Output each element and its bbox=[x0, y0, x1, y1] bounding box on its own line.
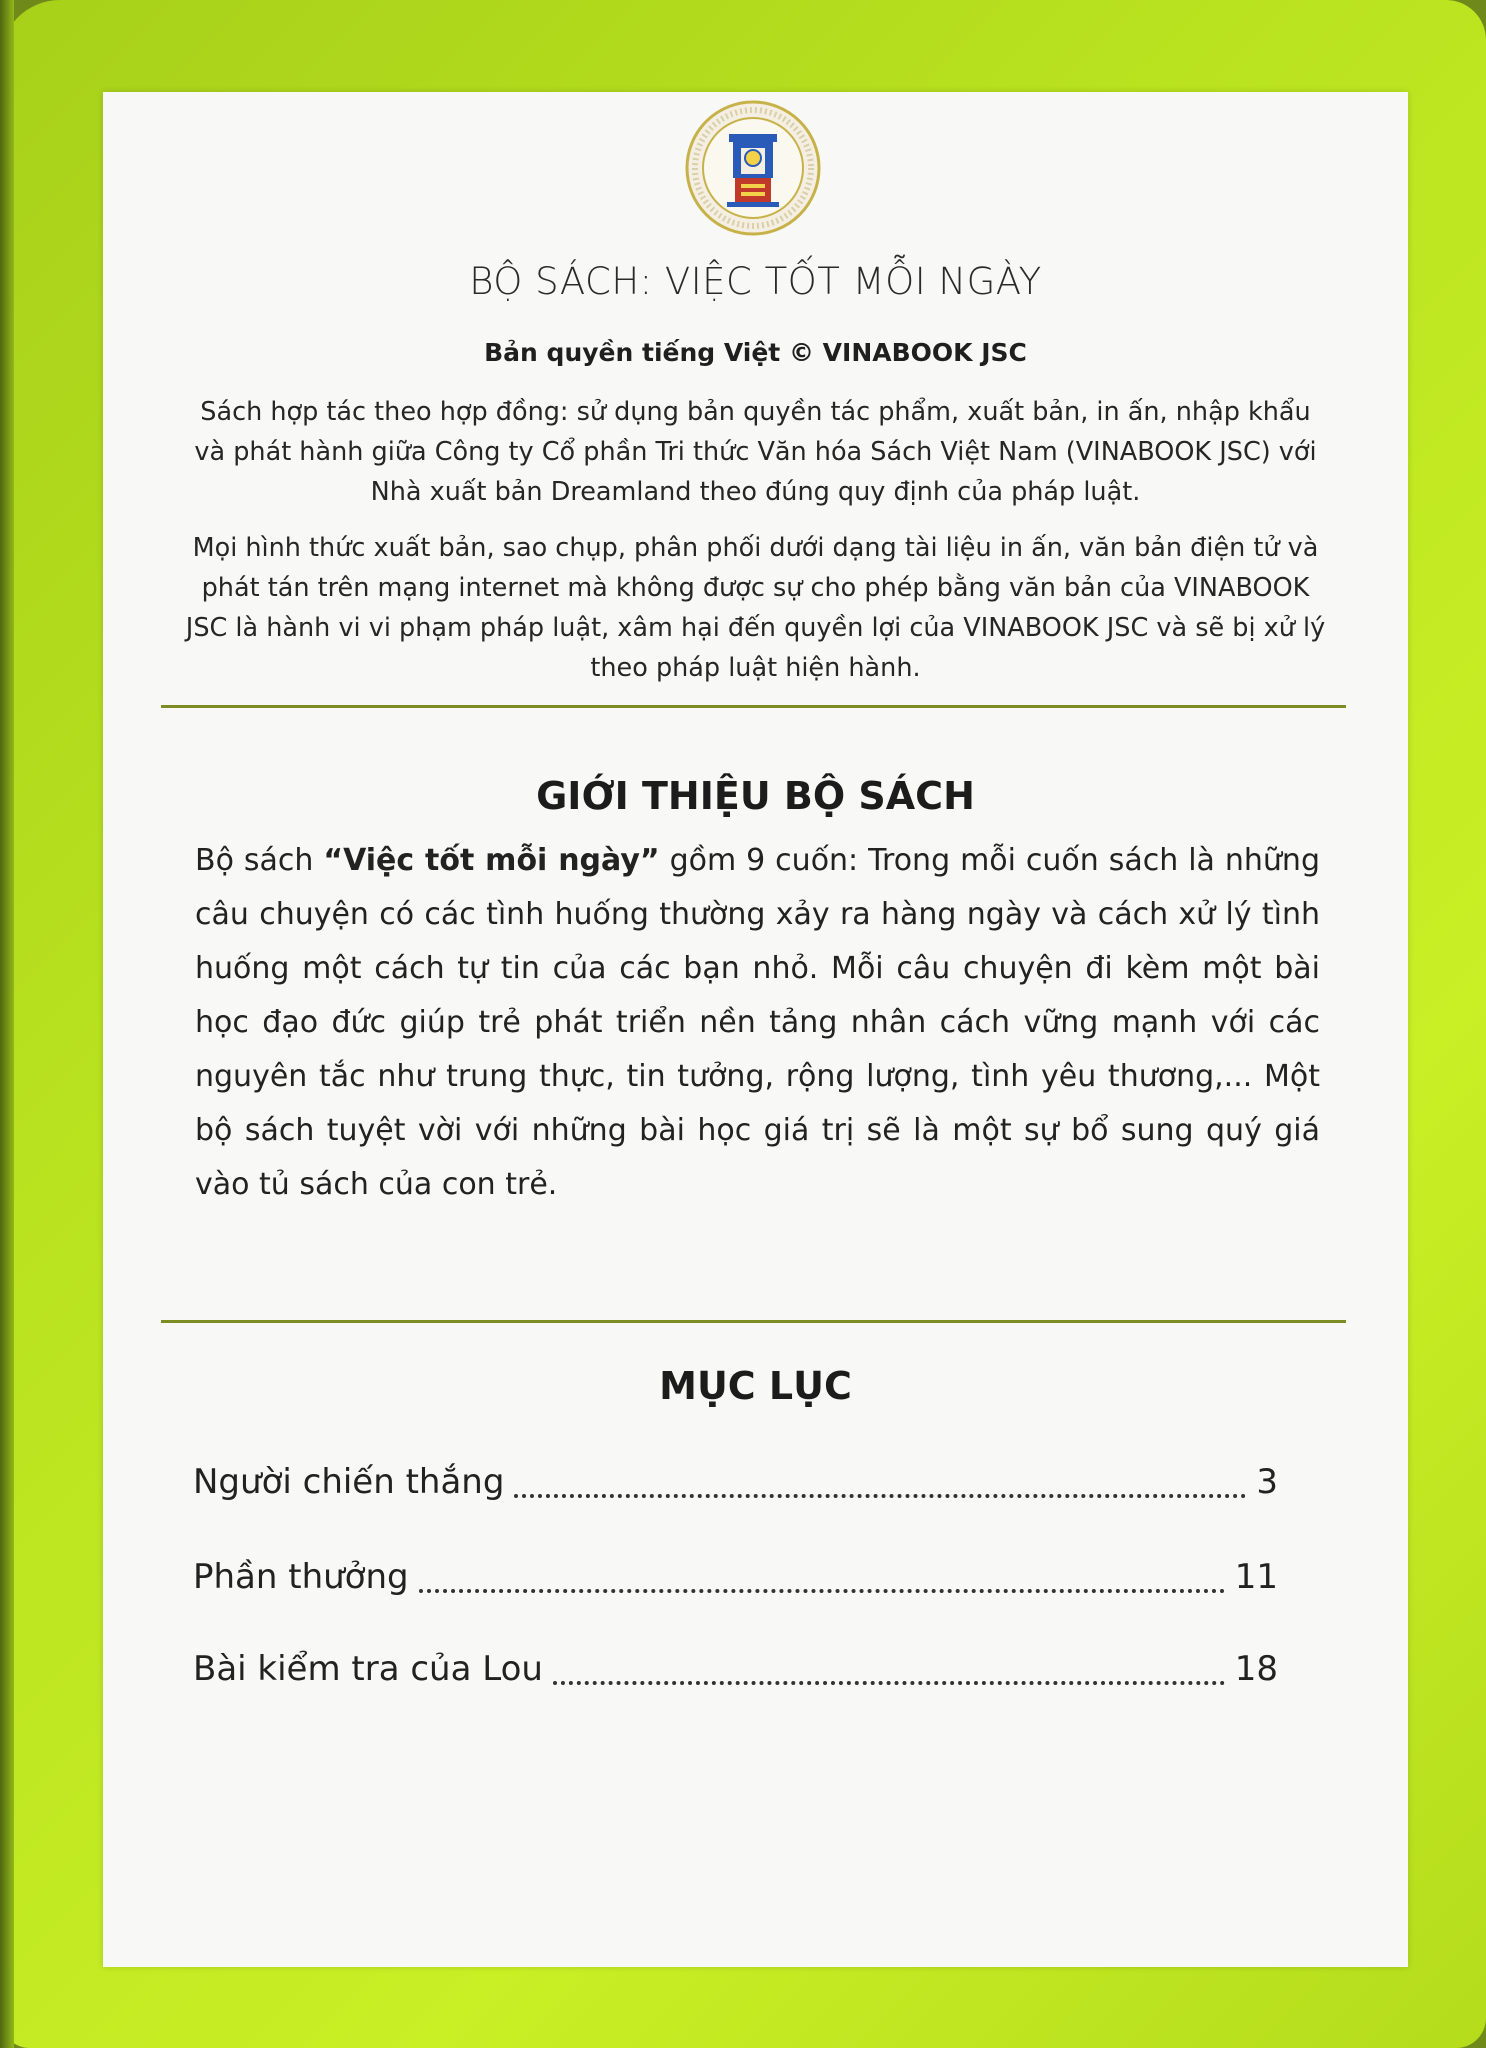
toc-entry bbox=[193, 1649, 1278, 1699]
intro-heading: GIỚI THIỆU BỘ SÁCH bbox=[536, 774, 975, 818]
toc-entry-page: 18 bbox=[1234, 1649, 1278, 1689]
toc-entry bbox=[193, 1462, 1278, 1512]
toc-entry-page: 11 bbox=[1234, 1557, 1278, 1597]
series-title: BỘ SÁCH: VIỆC TỐT MỖI NGÀY bbox=[469, 260, 1042, 303]
intro-paragraph bbox=[195, 834, 1320, 1212]
section-divider bbox=[161, 705, 1346, 708]
section-divider bbox=[161, 1320, 1346, 1323]
license-paragraph: Sách hợp tác theo hợp đồng: sử dụng bản quyền tác phẩm, xuất bản, in ấn, nhập khẩu và phát hành giữa Công ty Cổ phần Tri thức Văn hóa Sách Việt Nam (VINABOOK JSC) với Nhà xuất bản Dreamland theo đúng quy định của pháp luật. bbox=[194, 397, 1317, 507]
book-page bbox=[103, 92, 1408, 1967]
toc-heading: MỤC LỤC bbox=[659, 1364, 852, 1408]
toc-entry-title: Phần thưởng bbox=[193, 1557, 409, 1597]
cover-spine-edge bbox=[0, 0, 14, 2048]
toc-entry-title: Người chiến thắng bbox=[193, 1462, 505, 1502]
rights-warning-paragraph: Mọi hình thức xuất bản, sao chụp, phân phối dưới dạng tài liệu in ấn, văn bản điện tử và phát tán trên mạng internet mà không được sự cho phép bằng văn bản của VINABOOK JSC là hành vi vi phạm pháp luật, xâm hại đến quyền lợi của VINABOOK JSC và sẽ bị xử lý theo pháp luật hiện hành. bbox=[185, 533, 1326, 683]
toc-entry bbox=[193, 1557, 1278, 1607]
copyright-line: Bản quyền tiếng Việt © VINABOOK JSC bbox=[484, 338, 1027, 367]
toc-leader-dots bbox=[419, 1588, 1225, 1593]
toc-leader-dots bbox=[553, 1680, 1225, 1685]
vinabook-seal-logo bbox=[683, 98, 823, 238]
toc-entry-title: Bài kiểm tra của Lou bbox=[193, 1649, 543, 1689]
book-series-name: “Việc tốt mỗi ngày” bbox=[323, 843, 660, 878]
intro-lead: Bộ sách bbox=[195, 843, 324, 878]
toc-leader-dots bbox=[514, 1493, 1246, 1498]
toc-entry-page: 3 bbox=[1256, 1462, 1278, 1502]
intro-body-text: gồm 9 cuốn: Trong mỗi cuốn sách là những câu chuyện có các tình huống thường xảy ra hàng ngày và cách xử lý tình huống một cách tự tin của các bạn nhỏ. Mỗi câu chuyện đi kèm một bài học đạo đức giúp trẻ phát triển nền tảng nhân cách vững mạnh với các nguyên tắc như trung thực, tin tưởng, rộng lượng, tình yêu thương,... Một bộ sách tuyệt vời với những bài học giá trị sẽ là một sự bổ sung quý giá vào tủ sách của con trẻ. bbox=[195, 843, 1320, 1202]
